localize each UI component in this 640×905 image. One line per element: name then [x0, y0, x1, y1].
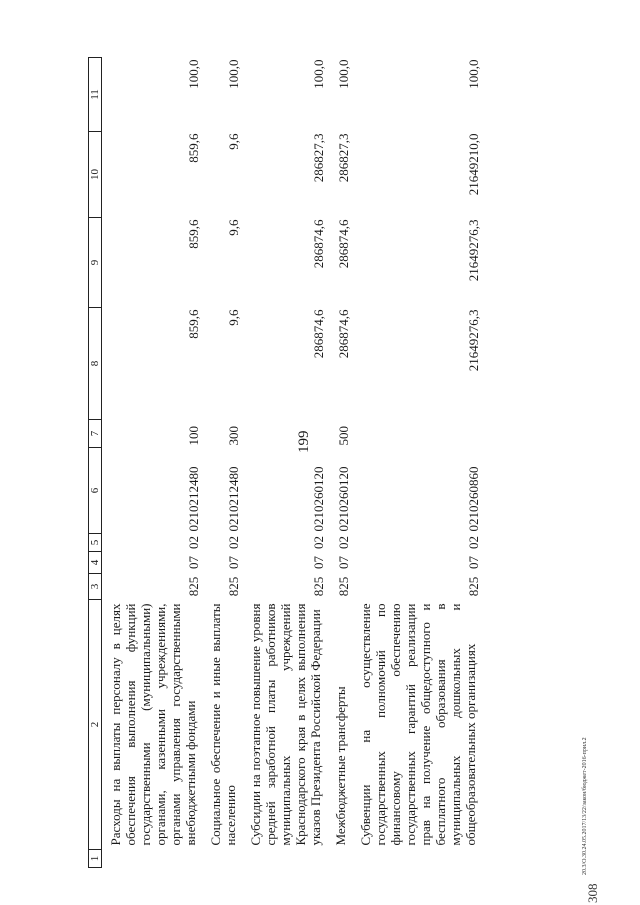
budget-table — [88, 57, 482, 868]
podrazdel-code: 02 — [466, 536, 481, 549]
value-col-11: 100,0 — [226, 59, 241, 89]
expense-type-code — [242, 420, 327, 448]
value-col-8: 21649276,3 — [466, 309, 481, 372]
column-header: 4 — [89, 552, 102, 574]
document-path-note: 20.3/О.30.24.05.2017/13/22/закон/бюджет-2016-прил.2 — [582, 737, 588, 875]
value-col-9: 21649276,3 — [466, 219, 481, 282]
podrazdel-code: 02 — [311, 536, 326, 549]
value-col-10: 9,6 — [226, 133, 241, 150]
podrazdel-code: 02 — [336, 536, 351, 549]
razdel-code: 07 — [336, 556, 351, 569]
value-col-9: 286874,6 — [336, 219, 351, 269]
corner-page-number: 308 — [585, 883, 600, 903]
value-col-8: 9,6 — [226, 309, 241, 326]
expense-type-code: 100 — [186, 426, 201, 446]
value-col-9: 859,6 — [186, 219, 201, 249]
column-header: 7 — [89, 420, 102, 448]
expense-name: Субсидии на поэтапное повышение уровня средней заработной платы работников муниципальных учреждений Краснодарского края в целях выполнения указов Президента Российской Федерации — [248, 603, 323, 846]
podrazdel-code: 02 — [226, 536, 241, 549]
razdel-code: 07 — [226, 556, 241, 569]
rotated-budget-sheet — [88, 58, 573, 868]
table-row — [102, 58, 203, 868]
expense-name: Социальное обеспечение и иные выплаты населению — [208, 603, 238, 846]
vedomstvo-code: 825 — [336, 576, 351, 597]
value-col-10: 859,6 — [186, 133, 201, 163]
column-header-row — [89, 58, 102, 868]
value-col-8: 859,6 — [186, 309, 201, 339]
value-col-11: 100,0 — [466, 59, 481, 89]
table-row — [352, 58, 482, 868]
table-row — [202, 58, 242, 868]
table-row — [242, 58, 327, 868]
expense-name: Субвенции на осуществление государственных полномочий по финансовому обеспечению государственных гарантий реализации прав на получение общедоступного и бесплатного образования в муниципальных дошкольных и общеобразовательных организациях — [358, 603, 478, 846]
value-col-8: 286874,6 — [336, 309, 351, 359]
target-article-code: 0210260120 — [311, 466, 326, 532]
vedomstvo-code: 825 — [466, 576, 481, 597]
column-header: 6 — [89, 448, 102, 534]
table-row — [327, 58, 352, 868]
value-col-11: 100,0 — [311, 59, 326, 89]
column-header: 3 — [89, 574, 102, 600]
expense-name: Межбюджетные трансферты — [333, 686, 348, 846]
expense-name: Расходы на выплаты персоналу в целях обеспечения выполнения функций государственными (муниципальными) органами, казенными учреждениями, органами управления государственными внебюджетными фондами — [108, 603, 198, 846]
value-col-10: 286827,3 — [336, 133, 351, 183]
vedomstvo-code: 825 — [186, 576, 201, 597]
razdel-code: 07 — [186, 556, 201, 569]
value-col-9: 9,6 — [226, 219, 241, 236]
value-col-11: 100,0 — [186, 59, 201, 89]
value-col-10: 21649210,0 — [466, 133, 481, 196]
target-article-code: 0210212480 — [226, 466, 241, 532]
page-number: 199 — [296, 430, 312, 453]
column-header: 10 — [89, 132, 102, 218]
podrazdel-code: 02 — [186, 536, 201, 549]
expense-type-code: 500 — [336, 426, 351, 446]
expense-type-code: 300 — [226, 426, 241, 446]
column-header: 2 — [89, 600, 102, 850]
expense-type-code — [352, 420, 482, 448]
target-article-code: 0210212480 — [186, 466, 201, 532]
value-col-8: 286874,6 — [311, 309, 326, 359]
column-header: 9 — [89, 218, 102, 308]
column-header: 5 — [89, 534, 102, 552]
value-col-9: 286874,6 — [311, 219, 326, 269]
column-header: 11 — [89, 58, 102, 132]
column-header: 8 — [89, 308, 102, 420]
razdel-code: 07 — [311, 556, 326, 569]
vedomstvo-code: 825 — [226, 576, 241, 597]
column-header: 1 — [89, 850, 102, 868]
vedomstvo-code: 825 — [311, 576, 326, 597]
razdel-code: 07 — [466, 556, 481, 569]
target-article-code: 0210260860 — [466, 466, 481, 532]
value-col-11: 100,0 — [336, 59, 351, 89]
target-article-code: 0210260120 — [336, 466, 351, 532]
value-col-10: 286827,3 — [311, 133, 326, 183]
